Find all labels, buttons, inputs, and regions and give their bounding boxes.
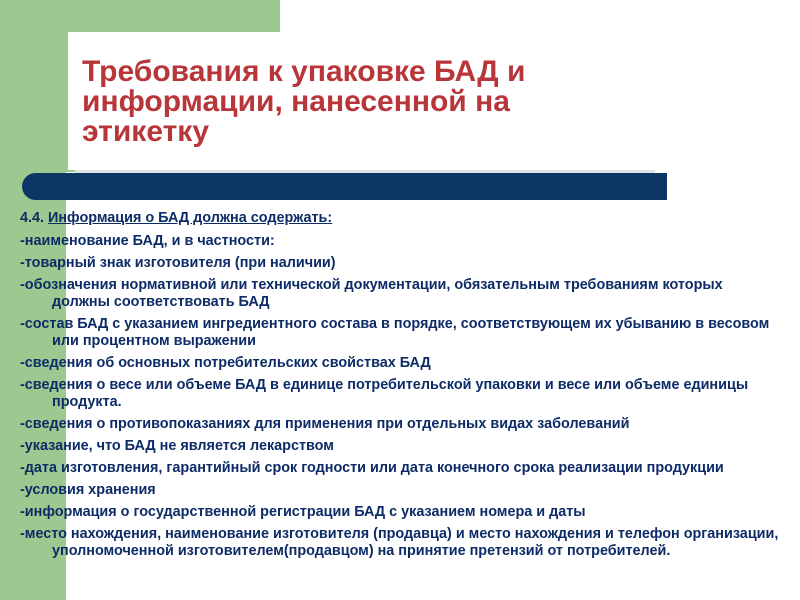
list-item: -сведения об основных потребительских свойствах БАД [20,355,431,371]
requirements-list [20,233,780,560]
intro-heading: Информация о БАД должна содержать: [48,210,333,226]
list-item: -информация о государственной регистрации БАД с указанием номера и даты [20,504,586,520]
list-item: -указание, что БАД не является лекарством [20,438,334,454]
list-item: -обозначения нормативной или технической документации, обязательным требованиям которых должны соответствовать БАД [20,277,723,310]
intro-number: 4.4. [20,210,49,226]
content-body [20,210,780,565]
slide-title: Требования к упаковке БАД и информации, нанесенной на этикетку [82,55,526,148]
intro-line [20,210,780,227]
list-item: -условия хранения [20,482,156,498]
list-item: -место нахождения, наименование изготовителя (продавца) и место нахождения и телефон организации, уполномоченной изготовителем(продавцом) на принятие претензий от потребителей. [20,526,779,559]
list-item: -состав БАД с указанием ингредиентного состава в порядке, соответствующем их убыванию в весовом или процентном выражении [20,316,770,349]
list-item: -товарный знак изготовителя (при наличии) [20,255,336,271]
list-item: -сведения о весе или объеме БАД в единице потребительской упаковки и весе или объеме единицы продукта. [20,377,749,410]
list-item: -дата изготовления, гарантийный срок годности или дата конечного срока реализации продукции [20,460,724,476]
list-item: -наименование БАД, и в частности: [20,233,275,249]
navy-divider-bar [22,173,667,200]
list-item: -сведения о противопоказаниях для применения при отдельных видах заболеваний [20,416,630,432]
